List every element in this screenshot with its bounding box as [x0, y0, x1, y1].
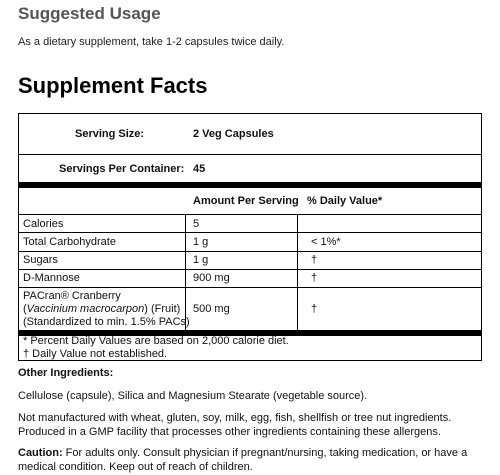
caution-label: Caution:: [18, 447, 63, 459]
divider: [19, 269, 481, 270]
thick-divider: [19, 182, 481, 188]
pacran-latin-name: Vaccinium macrocarpon: [26, 303, 145, 315]
nutrient-amount: 5: [193, 218, 200, 230]
amount-per-serving-header: Amount Per Serving: [193, 195, 299, 207]
pacran-standardization: (Standardized to min. 1.5% PACs): [23, 316, 190, 328]
divider: [19, 232, 481, 233]
divider: [19, 214, 481, 215]
column-divider: [185, 214, 186, 330]
pacran-daily-value: †: [311, 303, 318, 315]
serving-size-label: Serving Size:: [75, 128, 145, 140]
nutrient-name: Calories: [23, 218, 64, 230]
daily-value-header: % Daily Value*: [307, 195, 383, 207]
other-ingredients-label: Other Ingredients:: [18, 367, 114, 379]
allergen-statement: Not manufactured with wheat, gluten, soy, milk, egg, fish, shellfish or tree nut ingredients. Produced in a GMP facility that processes other ingredients containing these allergens.: [18, 412, 452, 438]
supplement-facts-title: Supplement Facts: [18, 73, 208, 98]
nutrient-name: Sugars: [23, 254, 58, 266]
suggested-usage-text: As a dietary supplement, take 1-2 capsules twice daily.: [18, 36, 285, 48]
pacran-name: PACran® Cranberry: [23, 290, 121, 302]
column-divider: [297, 214, 298, 330]
footnote-dagger: † Daily Value not established.: [23, 348, 168, 360]
caution-text: For adults only. Consult physician if pregnant/nursing, taking medication, or have a medical condition. Keep out of reach of children.: [18, 447, 468, 473]
caution-statement: [18, 446, 494, 474]
divider: [19, 251, 481, 252]
other-ingredients-text: Cellulose (capsule), Silica and Magnesium Stearate (vegetable source).: [18, 390, 368, 402]
footnote-daily-values: * Percent Daily Values are based on 2,000 calorie diet.: [23, 335, 289, 347]
suggested-usage-heading: Suggested Usage: [18, 4, 161, 23]
nutrient-daily-value: < 1%*: [311, 236, 341, 248]
nutrient-daily-value: †: [311, 272, 318, 284]
nutrient-name: D-Mannose: [23, 272, 80, 284]
divider: [19, 287, 481, 288]
supplement-facts-table: [18, 113, 482, 361]
pacran-latin-line: (Vaccinium macrocarpon) (Fruit): [23, 303, 181, 315]
pacran-amount: 500 mg: [193, 303, 230, 315]
servings-per-container-value: 45: [193, 163, 206, 175]
nutrient-name: Total Carbohydrate: [23, 236, 116, 248]
nutrient-amount: 1 g: [193, 254, 209, 266]
divider: [19, 154, 481, 155]
serving-size-value: 2 Veg Capsules: [193, 128, 274, 140]
servings-per-container-label: Servings Per Container:: [59, 163, 185, 175]
nutrient-amount: 1 g: [193, 236, 209, 248]
nutrient-daily-value: †: [311, 254, 318, 266]
nutrient-amount: 900 mg: [193, 272, 230, 284]
